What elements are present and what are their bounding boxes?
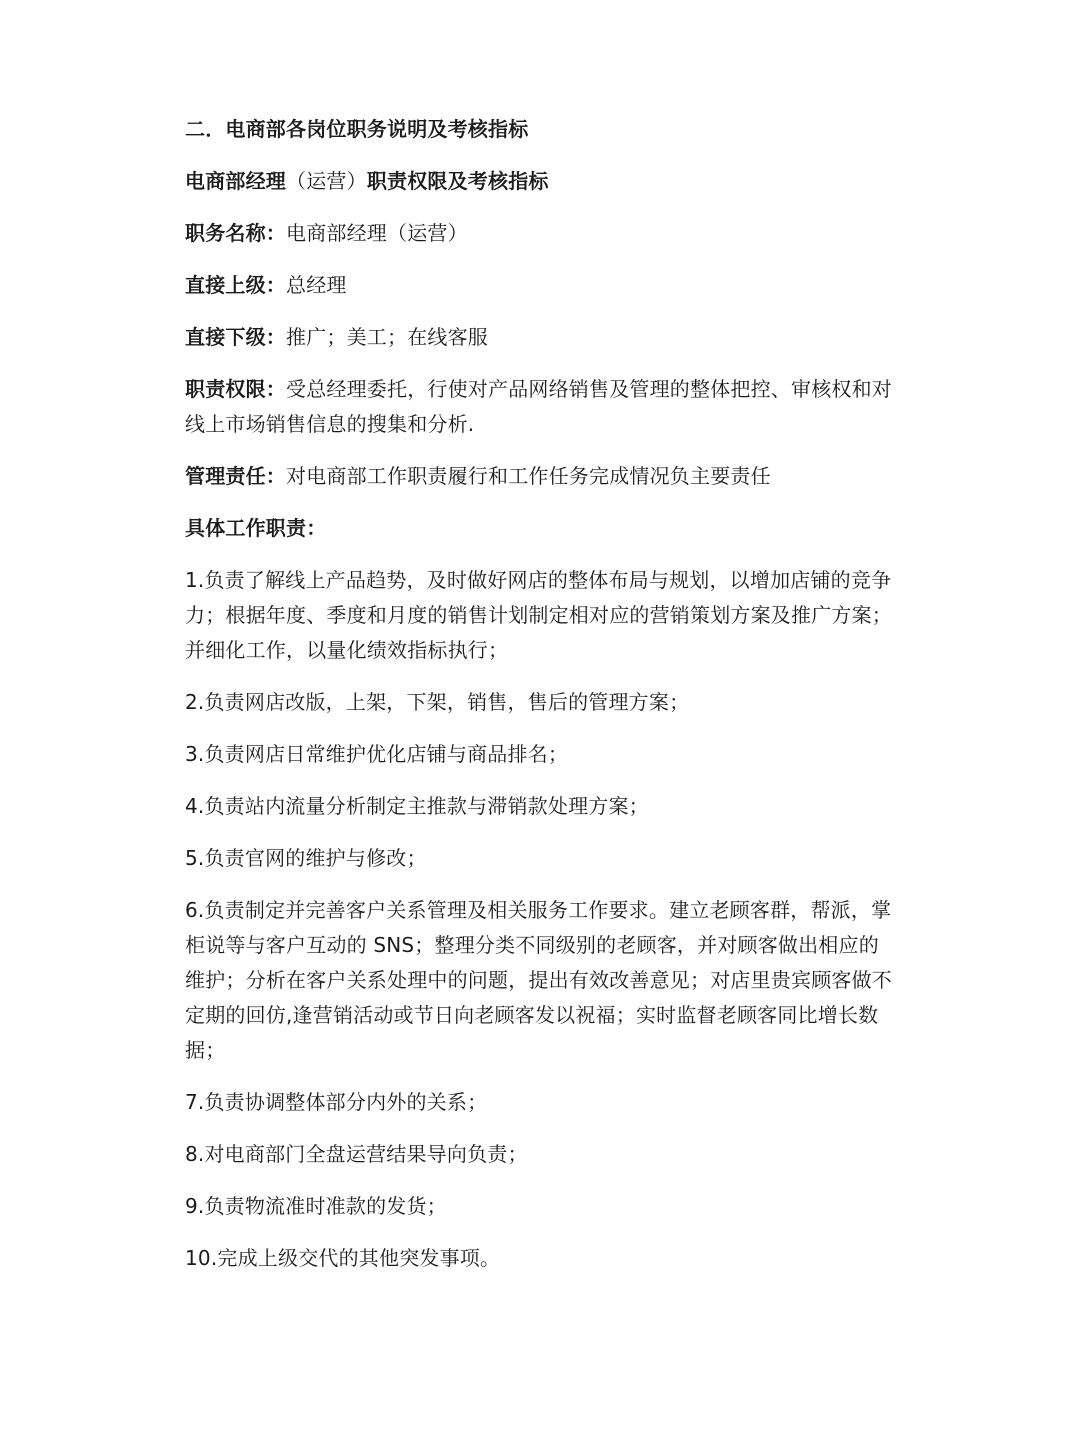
field-label: 管理责任： [185, 464, 286, 488]
field-value: 总经理 [286, 273, 347, 297]
role-title-part1: 电商部经理 [185, 169, 286, 193]
duty-item: 3.负责网店日常维护优化店铺与商品排名； [185, 742, 569, 766]
role-title-part2: （运营） [286, 169, 367, 193]
field-label: 职责权限： [185, 377, 286, 401]
role-title [185, 164, 895, 199]
field-management-responsibility [185, 459, 895, 494]
duty-item: 7.负责协调整体部分内外的关系； [185, 1090, 488, 1114]
field-authority [185, 372, 895, 442]
document-page [185, 112, 895, 1293]
duty-item: 10.完成上级交代的其他突发事项。 [185, 1246, 501, 1270]
role-title-part3: 职责权限及考核指标 [366, 169, 549, 193]
field-value: 电商部经理（运营） [286, 221, 468, 245]
duty-item: 8.对电商部门全盘运营结果导向负责； [185, 1142, 528, 1166]
field-value: 受总经理委托，行使对产品网络销售及管理的整体把控、审核权和对线上市场销售信息的搜集和分析. [185, 377, 892, 436]
duty-item: 1.负责了解线上产品趋势，及时做好网店的整体布局与规划，以增加店铺的竞争力；根据年度、季度和月度的销售计划制定相对应的营销策划方案及推广方案；并细化工作，以量化绩效指标执行； [185, 568, 892, 662]
field-position-name [185, 216, 895, 251]
field-direct-subordinates [185, 320, 895, 355]
duty-item: 9.负责物流准时准款的发货； [185, 1194, 447, 1218]
field-value: 推广；美工；在线客服 [286, 325, 488, 349]
duty-item: 2.负责网店改版，上架，下架，销售，售后的管理方案； [185, 690, 690, 714]
duty-item: 5.负责官网的维护与修改； [185, 846, 427, 870]
field-label: 直接下级： [185, 325, 286, 349]
field-label: 职务名称： [185, 221, 286, 245]
field-label: 直接上级： [185, 273, 286, 297]
duty-item: 6.负责制定并完善客户关系管理及相关服务工作要求。建立老顾客群，帮派，掌柜说等与客户互动的 SNS；整理分类不同级别的老顾客，并对顾客做出相应的维护；分析在客户关系处理中的问题，提出有效改善意见；对店里贵宾顾客做不定期的回仿,逢营销活动或节日向老顾客发以祝福；实时监督老顾客同比增长数据； [185, 898, 892, 1062]
field-direct-superior [185, 268, 895, 303]
section-title: 二．电商部各岗位职务说明及考核指标 [185, 117, 529, 141]
duties-heading: 具体工作职责： [185, 516, 327, 540]
duty-item: 4.负责站内流量分析制定主推款与滞销款处理方案； [185, 794, 649, 818]
field-value: 对电商部工作职责履行和工作任务完成情况负主要责任 [286, 464, 771, 488]
